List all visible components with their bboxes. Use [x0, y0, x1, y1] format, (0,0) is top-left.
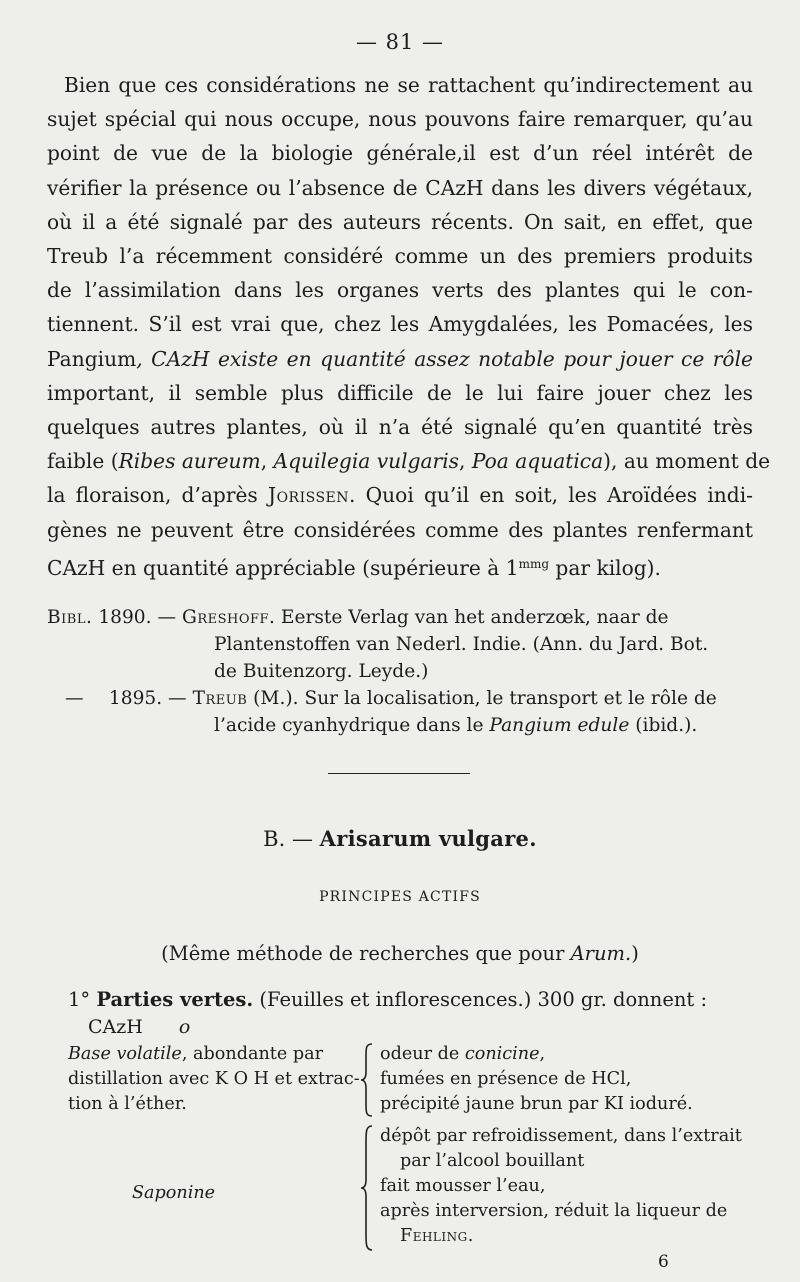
paragraph-line: de l’assimilation dans les organes verts des plantes qui le con-	[47, 278, 753, 303]
paragraph-line: Pangium, CAzH existe en quantité assez notable pour jouer ce rôle	[47, 346, 753, 371]
cazh-result	[88, 1016, 190, 1038]
section-letter: B. —	[263, 827, 320, 851]
section-title: Arisarum vulgare.	[319, 826, 537, 851]
paragraph-line: tiennent. S’il est vrai que, chez les Amygdalées, les Pomacées, les	[47, 312, 753, 337]
paragraph-line: important, il semble plus difficile de le lui faire jouer chez les	[47, 380, 753, 405]
base-volatile-description	[68, 1042, 358, 1117]
cazh-label: CAzH	[88, 1016, 143, 1038]
paragraph-line: la floraison, d’après Jorissen. Quoi qu’il en soit, les Aroïdées indi-	[47, 483, 753, 508]
brace-icon	[360, 1124, 374, 1252]
paragraph-line: point de vue de la biologie générale,il est d’un réel intérêt de	[47, 141, 753, 166]
method-note: (Même méthode de recherches que pour Arum.)	[161, 942, 639, 965]
page-number: — 81 —	[355, 30, 445, 54]
section-divider	[328, 773, 470, 774]
bibliography-entry-1890: Bibl. 1890. — Greshoff. Eerste Verlag van het anderzœk, naar de Plantenstoffen van Nederl. Indie. (Ann. du Jard. Bot. de Buitenzorg. Leyde.)	[47, 607, 709, 682]
text-line: distillation avec K O H et extrac-	[68, 1069, 360, 1089]
body-paragraph	[47, 68, 771, 585]
parties-vertes-line: 1° Parties vertes. (Feuilles et inflorescences.) 300 gr. donnent :	[68, 988, 708, 1011]
text-line: par l’alcool bouillant	[400, 1151, 585, 1171]
text-line: dépôt par refroidissement, dans l’extrait	[380, 1126, 742, 1146]
text-line: Fehling.	[400, 1226, 474, 1246]
brace-icon	[360, 1042, 374, 1118]
paragraph-line: Treub l’a récemment considéré comme un des premiers produits	[47, 244, 753, 269]
text-line: tion à l’éther.	[68, 1094, 187, 1114]
cazh-value: o	[178, 1016, 191, 1038]
paragraph-line: sujet spécial qui nous occupe, nous pouvons faire remarquer, qu’au	[47, 107, 753, 132]
principes-heading: PRINCIPES ACTIFS	[319, 889, 481, 905]
text-line: précipité jaune brun par KI ioduré.	[380, 1094, 693, 1114]
paragraph-line: où il a été signalé par des auteurs récents. On sait, en effet, que	[47, 209, 753, 234]
bibliography-entry-1895: — 1895. — Treub (M.). Sur la localisation, le transport et le rôle de l’acide cyanhydrique dans le Pangium edule (ibid.).	[65, 688, 717, 736]
text-line: après interversion, réduit la liqueur de	[380, 1201, 728, 1221]
paragraph-line: CAzH en quantité appréciable (supérieure à $1^{mmg}$ par kilog).	[47, 555, 661, 580]
text-line: fumées en présence de HCl,	[380, 1069, 632, 1089]
saponine-label: Saponine	[132, 1183, 216, 1203]
paragraph-line: gènes ne peuvent être considérées comme des plantes renfermant	[47, 517, 753, 542]
paragraph-line: vérifier la présence ou l’absence de CAzH dans les divers végétaux,	[47, 175, 753, 200]
signature-mark: 6	[658, 1252, 669, 1272]
text-line: fait mousser l’eau,	[380, 1176, 546, 1196]
saponine-tests	[380, 1124, 760, 1249]
paragraph-line: faible (Ribes aureum, Aquilegia vulgaris, Poa aquatica), au moment de	[47, 449, 771, 474]
base-volatile-tests	[380, 1042, 760, 1117]
paragraph-line: Bien que ces considérations ne se rattachent qu’indirectement au	[64, 73, 753, 97]
text-line: Base volatile, abondante par	[68, 1044, 324, 1064]
section-heading	[0, 826, 800, 851]
text-line: odeur de conicine,	[380, 1044, 546, 1064]
paragraph-line: quelques autres plantes, où il n’a été signalé qu’en quantité très	[47, 415, 753, 440]
